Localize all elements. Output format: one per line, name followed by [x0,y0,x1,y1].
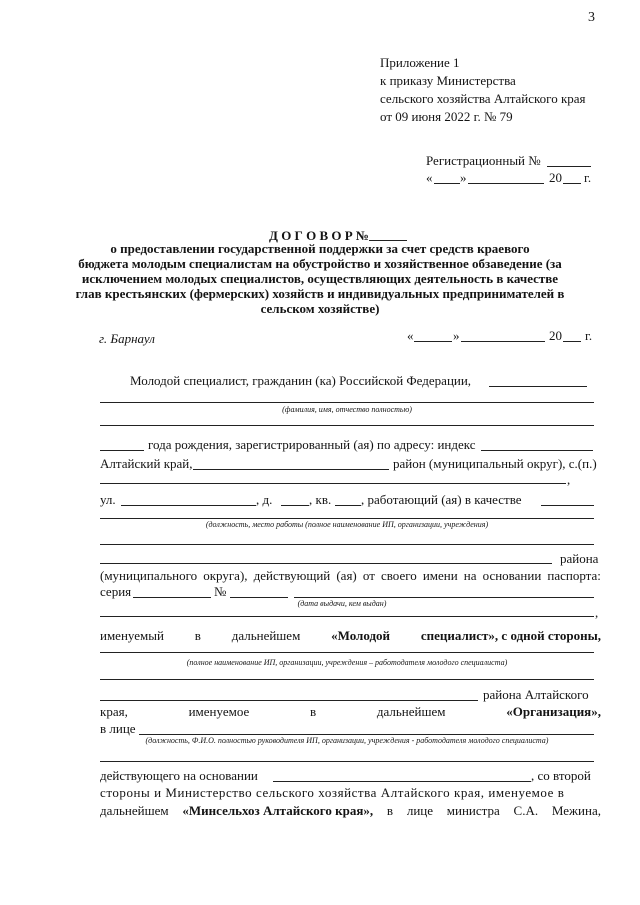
caption-head: (должность, Ф.И.О. полностью руководителя ИП, организации, учреждения - работодателя молодого специалиста) [145,736,549,745]
passport-number-label: № [214,584,227,599]
settlement-comma: , [567,472,571,487]
word: на [463,568,477,583]
word: министра [446,803,500,818]
ministry-line: стороны и Министерство сельского хозяйства Алтайского края, именуемое в [100,785,565,800]
position-blank-2 [100,518,594,519]
passport-issued-blank [294,597,594,598]
word: своего [380,568,417,583]
word: дальнейшем [231,628,301,643]
date-open-quote: « [407,328,414,343]
acting-basis-label: действующего на основании [100,768,258,783]
series-label: серия [100,584,132,599]
appendix-line-2: к приказу Министерства [380,73,516,88]
word: края, [100,704,128,719]
date-year-suffix: г. [585,328,593,343]
word: именуемое [188,704,250,719]
working-as-label: , работающий (ая) в качестве [361,492,522,507]
position-blank [541,505,594,506]
word: «Молодой [331,628,391,643]
date-day-blank [414,341,452,342]
employer-blank [100,652,594,653]
word: дальнейшем [100,803,169,818]
word: дальнейшем [376,704,446,719]
page-number: 3 [588,10,595,25]
registration-month-blank [468,183,544,184]
region-label: Алтайский край, [100,456,193,471]
basis-blank [273,781,531,782]
registration-date-close: » [460,170,467,185]
caption-position: (должность, место работы (полное наименование ИП, организации, учреждения) [205,520,489,529]
registration-year-suffix: г. [584,170,592,185]
apartment-label: , кв. [309,492,332,507]
street-label: ул. [100,492,116,507]
region-blank [193,469,389,470]
word: Межина, [551,803,601,818]
appendix-line-1: Приложение 1 [380,55,460,70]
word: лице [406,803,433,818]
word: паспорта: [547,568,601,583]
word: именуемый [100,628,164,643]
date-month-blank [461,341,545,342]
word: «Минсельхоз Алтайского края», [182,803,374,818]
registration-number-blank [547,166,591,167]
caption-fio: (фамилия, имя, отчество полностью) [282,405,412,414]
registration-number-label: Регистрационный № [426,153,541,168]
date-close-quote: » [453,328,460,343]
word: основании [482,568,542,583]
named-line [100,628,601,643]
registration-year: 20 [549,170,562,185]
title-line-4: глав крестьянских (фермерских) хозяйств и индивидуальных предпринимателей в [75,286,565,301]
in-face-label: в лице [100,721,136,736]
word: от [362,568,375,583]
settlement-blank [100,483,566,484]
contract-title: Д О Г О В О Р № [269,228,369,243]
registration-year-blank [563,183,581,184]
organization-line [100,704,601,719]
passport-number-blank [230,597,288,598]
word: «Организация», [506,704,601,719]
passport-comma: , [595,605,599,620]
series-blank [133,597,211,598]
word: в [194,628,201,643]
workplace-blank [100,544,594,545]
word: специалист», с одной стороны, [420,628,601,643]
appendix-line-4: от 09 июня 2022 г. № 79 [380,109,513,124]
birth-year-blank [100,450,144,451]
appendix-line-3: сельского хозяйства Алтайского края [380,91,586,106]
word: (муниципального [100,568,198,583]
ministry-name-line [100,803,601,818]
title-line-1: о предоставлении государственной поддержки за счет средств краевого [110,241,530,256]
index-blank [481,450,593,451]
employer-rayon-blank [100,700,478,701]
caption-employer: (полное наименование ИП, организации, учреждения – работодателя молодого специалиста) [186,658,508,667]
date-year: 20 [549,328,562,343]
young-specialist-intro: Молодой специалист, гражданин (ка) Российской Федерации, [130,373,472,388]
intro-blank [489,386,587,387]
title-line-5: сельском хозяйстве) [260,301,380,316]
head-blank-2 [100,761,594,762]
second-side-label: , со второй [531,768,591,783]
house-label: , д. [256,492,273,507]
head-blank [139,734,594,735]
word: округа), [203,568,248,583]
street-blank [121,505,256,506]
passport-issued-blank-2 [100,616,594,617]
date-year-blank [563,341,581,342]
word: в [310,704,317,719]
word: действующий [253,568,331,583]
fio-blank-2 [100,425,594,426]
rayon-label: района [560,551,599,566]
registration-date-open: « [426,170,433,185]
word: С.А. [513,803,539,818]
word: в [386,803,394,818]
district-label: район (муниципальный округ), с.(п.) [393,456,597,471]
caption-issued: (дата выдачи, кем выдан) [297,599,387,608]
birth-address-label: года рождения, зарегистрированный (ая) по адресу: индекс [148,437,476,452]
apartment-blank [335,505,361,506]
rayon-blank [100,563,552,564]
registration-day-blank [434,183,460,184]
word: (ая) [336,568,357,583]
city: г. Барнаул [99,331,155,346]
title-line-2: бюджета молодым специалистам на обустройство и хозяйственное обзаведение (за [78,256,562,271]
fio-blank [100,402,594,403]
employer-blank-2 [100,679,594,680]
word: имени [422,568,458,583]
title-line-3: исключением молодых специалистов, осуществляющих деятельность в качестве [81,271,559,286]
municipal-passport-line [100,568,601,583]
house-blank [281,505,309,506]
rayon-altai-label: района Алтайского [483,687,589,702]
